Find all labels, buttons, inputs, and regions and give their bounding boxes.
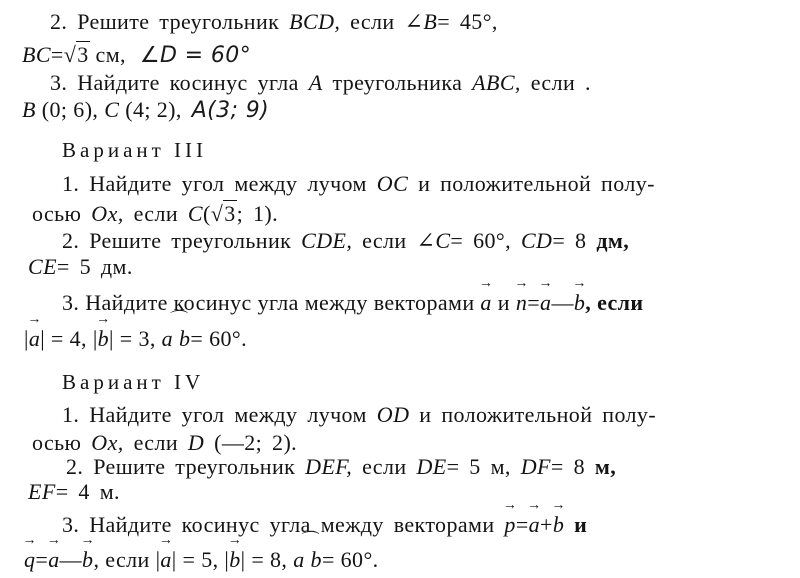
v4-task2-line2 (28, 479, 120, 505)
v4-task2-line1 (66, 454, 616, 480)
text: — (59, 547, 83, 572)
v4-task3-line2 (24, 547, 379, 573)
text: осью (32, 201, 82, 226)
text: | = 8, (240, 547, 288, 572)
math: EF (28, 479, 56, 504)
text: 1. Найдите угол между лучом (62, 402, 367, 427)
math: B (22, 97, 36, 122)
radicand: 3 (77, 42, 89, 67)
sqrt-sign: √ (63, 42, 77, 67)
handwritten-note: ∠D = 60° (139, 43, 252, 68)
text: дм, (596, 228, 630, 253)
math: C (104, 97, 120, 122)
vector-n: → n (516, 290, 527, 316)
v4-task1-line2 (32, 430, 297, 456)
text: осью (32, 430, 82, 455)
text: = (527, 290, 541, 315)
math: C (435, 228, 451, 253)
vector-a: → a (540, 290, 551, 316)
vector-b: → b (229, 547, 240, 573)
v3-task2-line2 (28, 254, 133, 280)
text: 2. Решите треугольник (62, 228, 292, 253)
math: DE (416, 454, 447, 479)
text: 3. Найдите косинус угла (50, 70, 299, 95)
text: | (24, 326, 29, 351)
text: | = 5, | (171, 547, 230, 572)
text: 2. Решите треугольник (50, 9, 280, 34)
text: (—2; 2). (214, 430, 298, 455)
text: , если (585, 290, 644, 315)
math: A (308, 70, 323, 95)
text: = 5 дм. (56, 254, 133, 279)
v4-task3-line1 (62, 512, 587, 538)
text: если ∠ (362, 228, 436, 253)
angle-ab: ⌒ a b (293, 547, 322, 573)
angle-ab: ⌒ a b (162, 326, 191, 352)
text: (4; 2), (125, 97, 182, 122)
vector-b: → b (574, 290, 585, 316)
text: если (362, 454, 407, 479)
handwritten-note: A(3; 9) (191, 98, 270, 123)
text: = 5 м, (446, 454, 511, 479)
vector-a: → a (480, 290, 491, 316)
vector-a: → a (48, 547, 59, 573)
vector-b: → b (98, 326, 109, 352)
text: если (133, 201, 178, 226)
text: = (50, 42, 64, 67)
text: 1. Найдите угол между лучом (62, 171, 367, 196)
text: = 60°. (321, 547, 379, 572)
text: = 45°, (437, 9, 498, 34)
v3-task1-line1 (62, 171, 655, 197)
text: м, (594, 454, 617, 479)
vector-b: → b (82, 547, 93, 573)
sqrt-sign: √ (210, 201, 224, 226)
text: + (540, 512, 553, 537)
text: и положительной полу- (419, 402, 657, 427)
sqrt (211, 201, 237, 227)
text: = 60°, (450, 228, 512, 253)
math: BCD, (289, 9, 341, 34)
text: и (574, 512, 588, 537)
vector-a: → a (160, 547, 171, 573)
v2-task3-line1 (50, 70, 591, 96)
text: если (133, 430, 178, 455)
sqrt (64, 42, 90, 68)
text: (0; 6), (41, 97, 99, 122)
v2-task2-line1 (50, 9, 498, 35)
text: | = 4, | (40, 326, 98, 351)
math: D (187, 430, 205, 455)
text: ( (202, 201, 211, 226)
text: , если | (93, 547, 161, 572)
math: DEF, (305, 454, 353, 479)
v3-task2-line1 (62, 228, 629, 254)
text: см, (95, 42, 126, 67)
math: CDE, (301, 228, 353, 253)
variant4-heading: Вариант IV (62, 370, 205, 394)
text: и (497, 290, 510, 315)
v2-task2-line2 (22, 42, 251, 69)
text: = 8 (550, 454, 585, 479)
math: C (187, 201, 203, 226)
vector-q: → q (24, 547, 35, 573)
v3-task3-line1 (62, 290, 643, 316)
text: и положительной полу- (418, 171, 655, 196)
variant3-heading: Вариант III (62, 138, 208, 162)
text: треугольника (332, 70, 463, 95)
math: Ox, (91, 201, 124, 226)
text: 3. Найдите косинус угла между векторами (62, 512, 495, 537)
math: CE (28, 254, 57, 279)
v3-task3-line2 (24, 326, 247, 352)
text: ; 1). (236, 201, 279, 226)
radicand: 3 (224, 201, 236, 226)
vector-b: → b (553, 512, 564, 538)
text: — (551, 290, 574, 315)
v2-task3-line2 (22, 97, 269, 124)
text: = (515, 512, 529, 537)
math: Ox, (91, 430, 124, 455)
text: = 4 м. (55, 479, 120, 504)
text: | = 3, (109, 326, 156, 351)
vector-a: → a (29, 326, 40, 352)
v4-task1-line1 (62, 402, 656, 428)
text: = (35, 547, 49, 572)
text: = 8 (552, 228, 587, 253)
text: 3. Найдите косинус угла между векторами (62, 290, 475, 315)
vector-p: → p (504, 512, 515, 538)
math: BC (22, 42, 51, 67)
math: B (423, 9, 438, 34)
math: CD (520, 228, 553, 253)
text: = 60°. (190, 326, 247, 351)
text: если ∠ (350, 9, 424, 34)
math: OC (376, 171, 409, 196)
v3-task1-line2 (32, 201, 278, 227)
math: DF (520, 454, 551, 479)
math: ABC, (472, 70, 521, 95)
text: 2. Решите треугольник (66, 454, 296, 479)
vector-a: → a (529, 512, 540, 538)
math: OD (376, 402, 410, 427)
text: если . (530, 70, 591, 95)
